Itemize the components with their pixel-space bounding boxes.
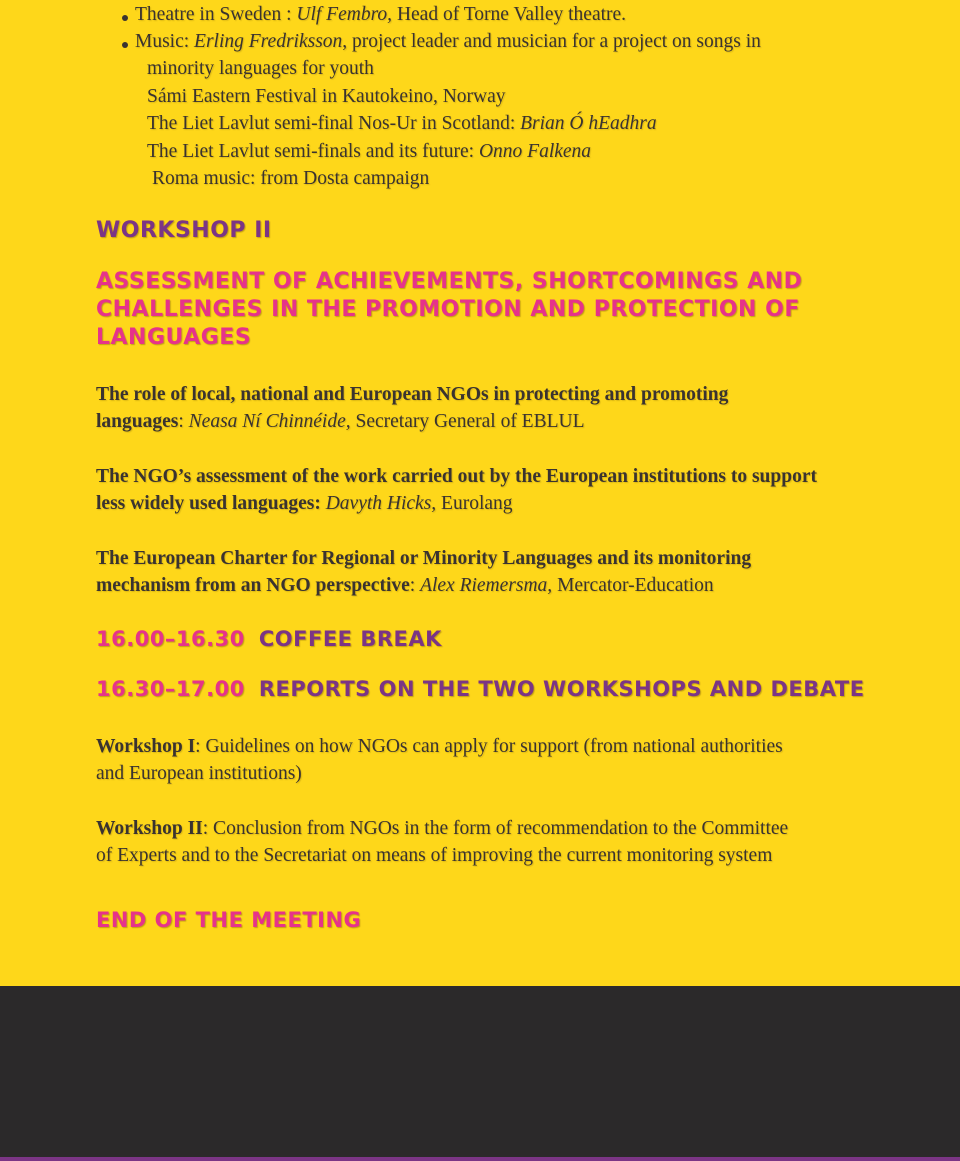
- report-workshop-1-line2: and European institutions): [96, 763, 302, 784]
- footer-accent-line: [0, 1157, 960, 1161]
- report-workshop-2-line1: Workshop II: Conclusion from NGOs in the form of recommendation to the Committee: [96, 818, 789, 839]
- topic-ngo-role-line2: languages: Neasa Ní Chinnéide, Secretary General of EBLUL: [96, 411, 585, 432]
- topic-european-charter-line1: The European Charter for Regional or Minority Languages and its monitoring: [96, 548, 752, 569]
- coffee-break-time: 16.00–16.30: [96, 627, 245, 651]
- workshop-2-subheading-line2: CHALLENGES IN THE PROMOTION AND PROTECTION OF: [96, 297, 800, 322]
- list-line-liet-future: The Liet Lavlut semi-finals and its future: Onno Falkena: [147, 141, 592, 162]
- bullet-icon: [122, 15, 128, 21]
- workshop-2-heading: WORKSHOP II: [96, 218, 272, 243]
- topic-ngo-assessment-line1: The NGO’s assessment of the work carried out by the European institutions to support: [96, 466, 817, 487]
- list-item-music: Music: Erling Fredriksson, project leader and musician for a project on songs in: [135, 31, 761, 52]
- topic-ngo-assessment-line2: less widely used languages: Davyth Hicks, Eurolang: [96, 493, 513, 514]
- workshop-2-subheading-line3: LANGUAGES: [96, 325, 252, 350]
- report-workshop-1-line1: Workshop I: Guidelines on how NGOs can apply for support (from national authorities: [96, 736, 783, 757]
- coffee-break-row: [96, 625, 442, 653]
- bullet-icon: [122, 42, 128, 48]
- list-item-theatre: Theatre in Sweden : Ulf Fembro, Head of Torne Valley theatre.: [135, 4, 627, 25]
- workshop-2-subheading-line1: ASSESSMENT OF ACHIEVEMENTS, SHORTCOMINGS AND: [96, 269, 803, 294]
- reports-time: 16.30–17.00: [96, 677, 245, 701]
- topic-ngo-role-line1: The role of local, national and European NGOs in protecting and promoting: [96, 384, 729, 405]
- list-line-roma: Roma music: from Dosta campaign: [152, 168, 430, 189]
- end-of-meeting-heading: END OF THE MEETING: [96, 908, 362, 932]
- topic-european-charter-line2: mechanism from an NGO perspective: Alex Riemersma, Mercator-Education: [96, 575, 714, 596]
- list-line-sami: Sámi Eastern Festival in Kautokeino, Norway: [147, 86, 506, 107]
- list-line-liet-scotland: The Liet Lavlut semi-final Nos-Ur in Scotland: Brian Ó hEadhra: [147, 113, 657, 134]
- report-workshop-2-line2: of Experts and to the Secretariat on means of improving the current monitoring system: [96, 845, 773, 866]
- coffee-break-label: COFFEE BREAK: [258, 627, 442, 651]
- reports-label: REPORTS ON THE TWO WORKSHOPS AND DEBATE: [258, 677, 865, 701]
- list-item-music-cont: minority languages for youth: [147, 58, 374, 79]
- reports-row: [96, 675, 865, 703]
- footer-band: [0, 986, 960, 1161]
